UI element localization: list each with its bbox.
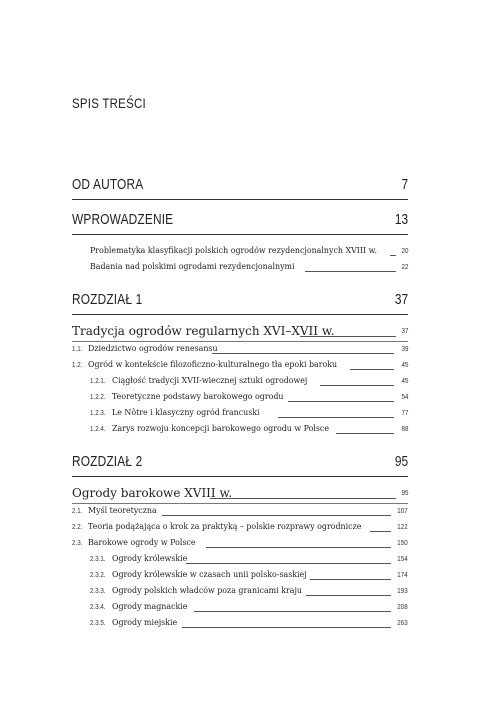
section-label: OD AUTORA [72,177,144,193]
dot-leader [300,336,396,337]
entry-number: 2.3. [72,538,83,547]
entry-number: 2.2. [72,522,83,531]
dot-leader [310,579,391,580]
entry-number: 1.1. [72,344,83,353]
entry-title: Problematyka klasyfikacji polskich ogrodów rezydencjonalnych XVIII w. [90,246,377,255]
entry-title: Ogród w kontekście filozoficzno-kulturalnego tła epoki baroku [88,360,338,369]
section-rule [72,476,408,477]
section-label: WPROWADZENIE [72,212,174,228]
toc-entry[interactable] [90,618,408,630]
toc-entry[interactable] [90,554,408,566]
toc-entry[interactable] [72,506,408,518]
toc-entry[interactable] [72,344,408,356]
toc-entry[interactable] [90,586,408,598]
entry-number: 2.3.4. [90,602,106,611]
entry-page: 107 [397,506,408,515]
section-wprowadzenie[interactable] [72,212,408,234]
entry-title: Myśl teoretyczna [88,506,157,515]
toc-entry[interactable] [90,570,408,582]
dot-leader [194,611,391,612]
entry-title: Teoria podążająca o krok za praktyką – polskie rozprawy ogrodnicze [88,522,362,531]
toc-entry[interactable] [72,522,408,534]
toc-title [72,95,162,113]
toc-entry[interactable] [72,538,408,550]
chapter-title: Tradycja ogrodów regularnych XVI–XVII w. [72,324,335,338]
entry-number: 1.2. [72,360,83,369]
entry-number: 2.3.3. [90,586,106,595]
dot-leader [336,433,394,434]
chapter-page: 95 [401,488,408,497]
entry-page: 39 [401,344,408,353]
dot-leader [350,369,394,370]
dot-leader [206,547,391,548]
entry-page: 193 [397,586,408,595]
chapter-title-row[interactable] [72,323,408,341]
chapter-rule [72,341,408,342]
entry-title: Ogrody królewskie [112,554,188,563]
entry-page: 45 [401,360,408,369]
entry-title: Ogrody magnackie [112,602,188,611]
dot-leader [288,401,394,402]
entry-title: Ciągłość tradycji XVII-wiecznej sztuki ogrodowej [112,376,308,385]
entry-title: Zarys rozwoju koncepcji barokowego ogrodu w Polsce [112,424,330,433]
section-page: 95 [394,454,408,470]
entry-title: Le Nôtre i klasyczny ogród francuski [112,408,260,417]
section-rule [72,314,408,315]
entry-title: Ogrody polskich władców poza granicami kraju [112,586,302,595]
entry-page: 22 [401,262,408,271]
entry-number: 1.2.4. [90,424,106,433]
dot-leader [306,595,391,596]
section-page: 37 [394,292,408,308]
dot-leader [186,563,391,564]
entry-number: 1.2.2. [90,392,106,401]
toc-entry[interactable] [72,360,408,372]
entry-number: 1.2.1. [90,376,106,385]
dot-leader [212,353,394,354]
entry-title: Ogrody miejskie [112,618,178,627]
entry-title: Dziedzictwo ogrodów renesansu [88,344,218,353]
entry-page: 77 [401,408,408,417]
section-page: 7 [401,177,408,193]
entry-number: 2.1. [72,506,83,515]
dot-leader [390,255,396,256]
toc-entry[interactable] [90,262,408,274]
entry-page: 208 [397,602,408,611]
entry-page: 20 [401,246,408,255]
toc-title-text: SPIS TREŚCI [72,95,146,111]
entry-page: 54 [401,392,408,401]
dot-leader [370,531,391,532]
toc-entry[interactable] [90,602,408,614]
entry-page: 45 [401,376,408,385]
dot-leader [210,498,396,499]
entry-number: 2.3.1. [90,554,106,563]
entry-page: 154 [397,554,408,563]
toc-entry[interactable] [90,408,408,420]
chapter-rule [72,503,408,504]
section-rozdzial-1[interactable] [72,292,408,314]
section-od-autora[interactable] [72,177,408,199]
entry-page: 174 [397,570,408,579]
entry-page: 88 [401,424,408,433]
section-label: ROZDZIAŁ 2 [72,454,143,470]
entry-number: 2.3.5. [90,618,106,627]
dot-leader [320,385,394,386]
toc-entry[interactable] [90,392,408,404]
entry-page: 263 [397,618,408,627]
entry-title: Ogrody królewskie w czasach unii polsko-saskiej [112,570,307,579]
section-page: 13 [394,212,408,228]
dot-leader [305,271,396,272]
dot-leader [162,515,391,516]
section-rule [72,234,408,235]
dot-leader [278,417,394,418]
toc-entry[interactable] [90,246,408,258]
entry-page: 122 [397,522,408,531]
chapter-title-row[interactable] [72,485,408,503]
section-rule [72,199,408,200]
entry-number: 1.2.3. [90,408,106,417]
chapter-title: Ogrody barokowe XVIII w. [72,486,233,500]
chapter-page: 37 [401,326,408,335]
section-rozdzial-2[interactable] [72,454,408,476]
toc-entry[interactable] [90,376,408,388]
section-label: ROZDZIAŁ 1 [72,292,143,308]
entry-number: 2.3.2. [90,570,106,579]
entry-title: Teoretyczne podstawy barokowego ogrodu [112,392,284,401]
entry-page: 150 [397,538,408,547]
toc-entry[interactable] [90,424,408,436]
entry-title: Badania nad polskimi ogrodami rezydencjonalnymi [90,262,295,271]
entry-title: Barokowe ogrody w Polsce [88,538,196,547]
dot-leader [182,627,391,628]
